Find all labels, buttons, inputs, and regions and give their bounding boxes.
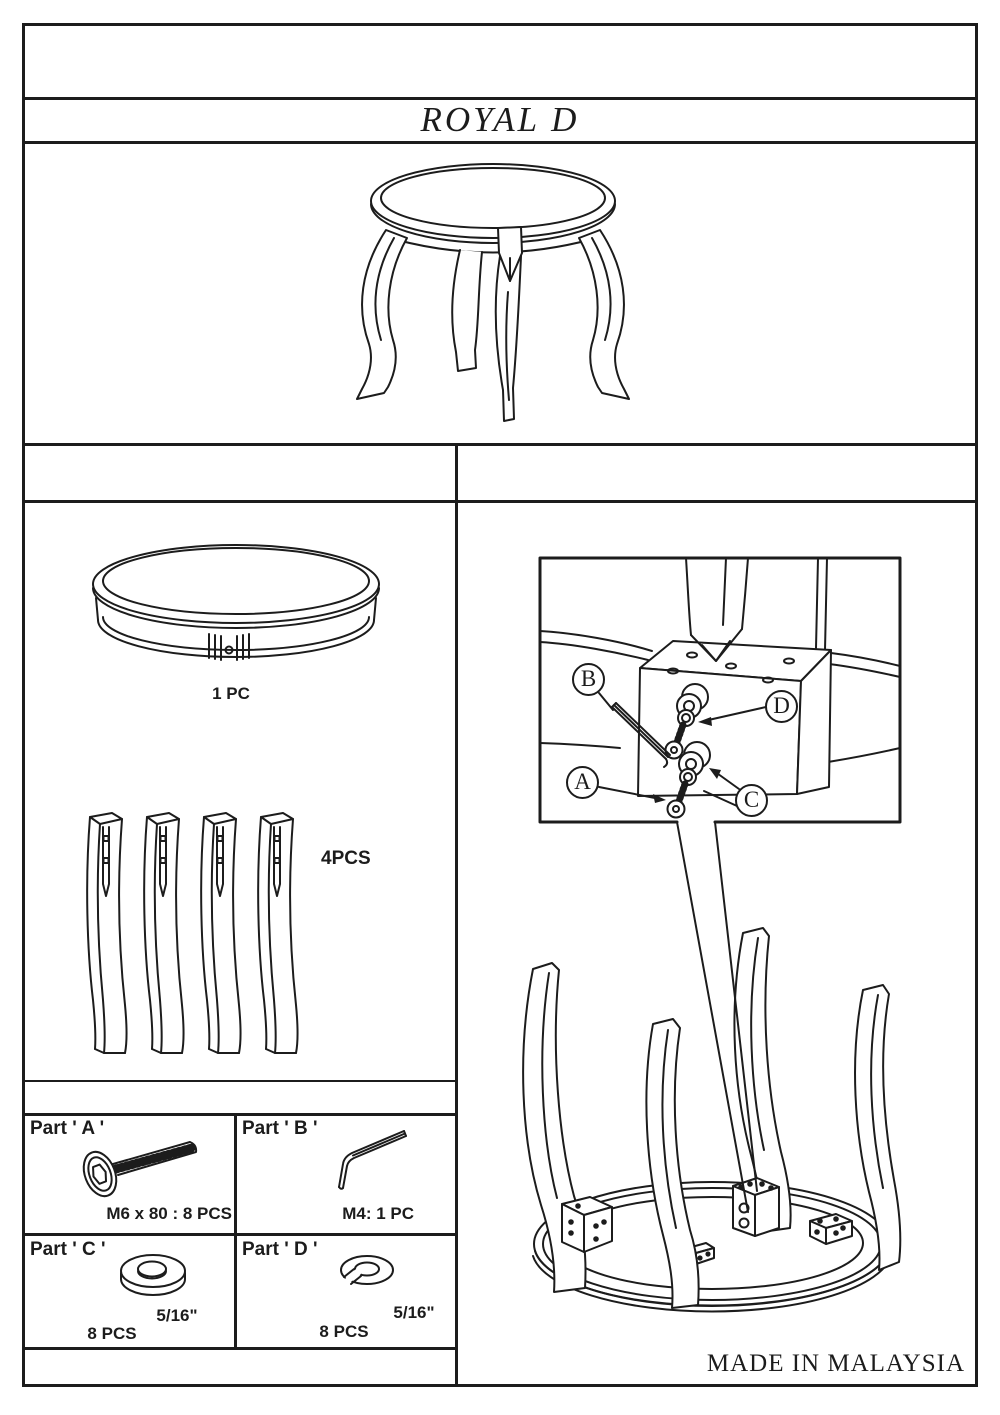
hardware-mid-rule [22, 1233, 458, 1236]
part-c-size: 5/16" [156, 1306, 198, 1325]
allen-key-icon [325, 1128, 445, 1198]
part-b-spec: M4: 1 PC [342, 1204, 414, 1223]
hardware-top-rule [22, 1113, 458, 1116]
part-a-label: Part ' A ' [30, 1118, 105, 1139]
part-d-qty: 8 PCS [319, 1322, 369, 1341]
callout-c: C [735, 784, 768, 817]
column-divider-rule [455, 443, 458, 1387]
assembled-table-drawing [24, 146, 976, 441]
callout-d: D [765, 690, 798, 723]
part-a-spec: M6 x 80 : 8 PCS [106, 1204, 232, 1223]
title-bottom-rule [22, 141, 978, 144]
callout-b: B [572, 663, 605, 696]
hardware-divider-rule [234, 1113, 237, 1350]
part-c-qty: 8 PCS [87, 1324, 137, 1343]
part-c-label: Part ' C ' [30, 1239, 106, 1260]
frame-top-rule [22, 23, 978, 26]
assembly-detail-drawing [459, 445, 976, 1385]
lock-washer-icon [335, 1252, 405, 1297]
part-b-label: Part ' B ' [242, 1118, 318, 1139]
table-top-part-drawing [24, 505, 455, 705]
hardware-bottom-rule [22, 1347, 458, 1350]
part-d-label: Part ' D ' [242, 1239, 318, 1260]
page-title: ROYAL D [420, 100, 580, 139]
legs-bottom-rule [22, 1080, 458, 1082]
callout-a: A [566, 766, 599, 799]
part-d-size: 5/16" [393, 1303, 435, 1322]
legs-part-drawing [24, 805, 455, 1080]
flat-washer-icon [112, 1250, 197, 1300]
legs-qty-label: 4PCS [321, 848, 371, 869]
origin-label: MADE IN MALAYSIA [706, 1350, 965, 1377]
table-top-qty-label: 1 PC [212, 684, 250, 703]
